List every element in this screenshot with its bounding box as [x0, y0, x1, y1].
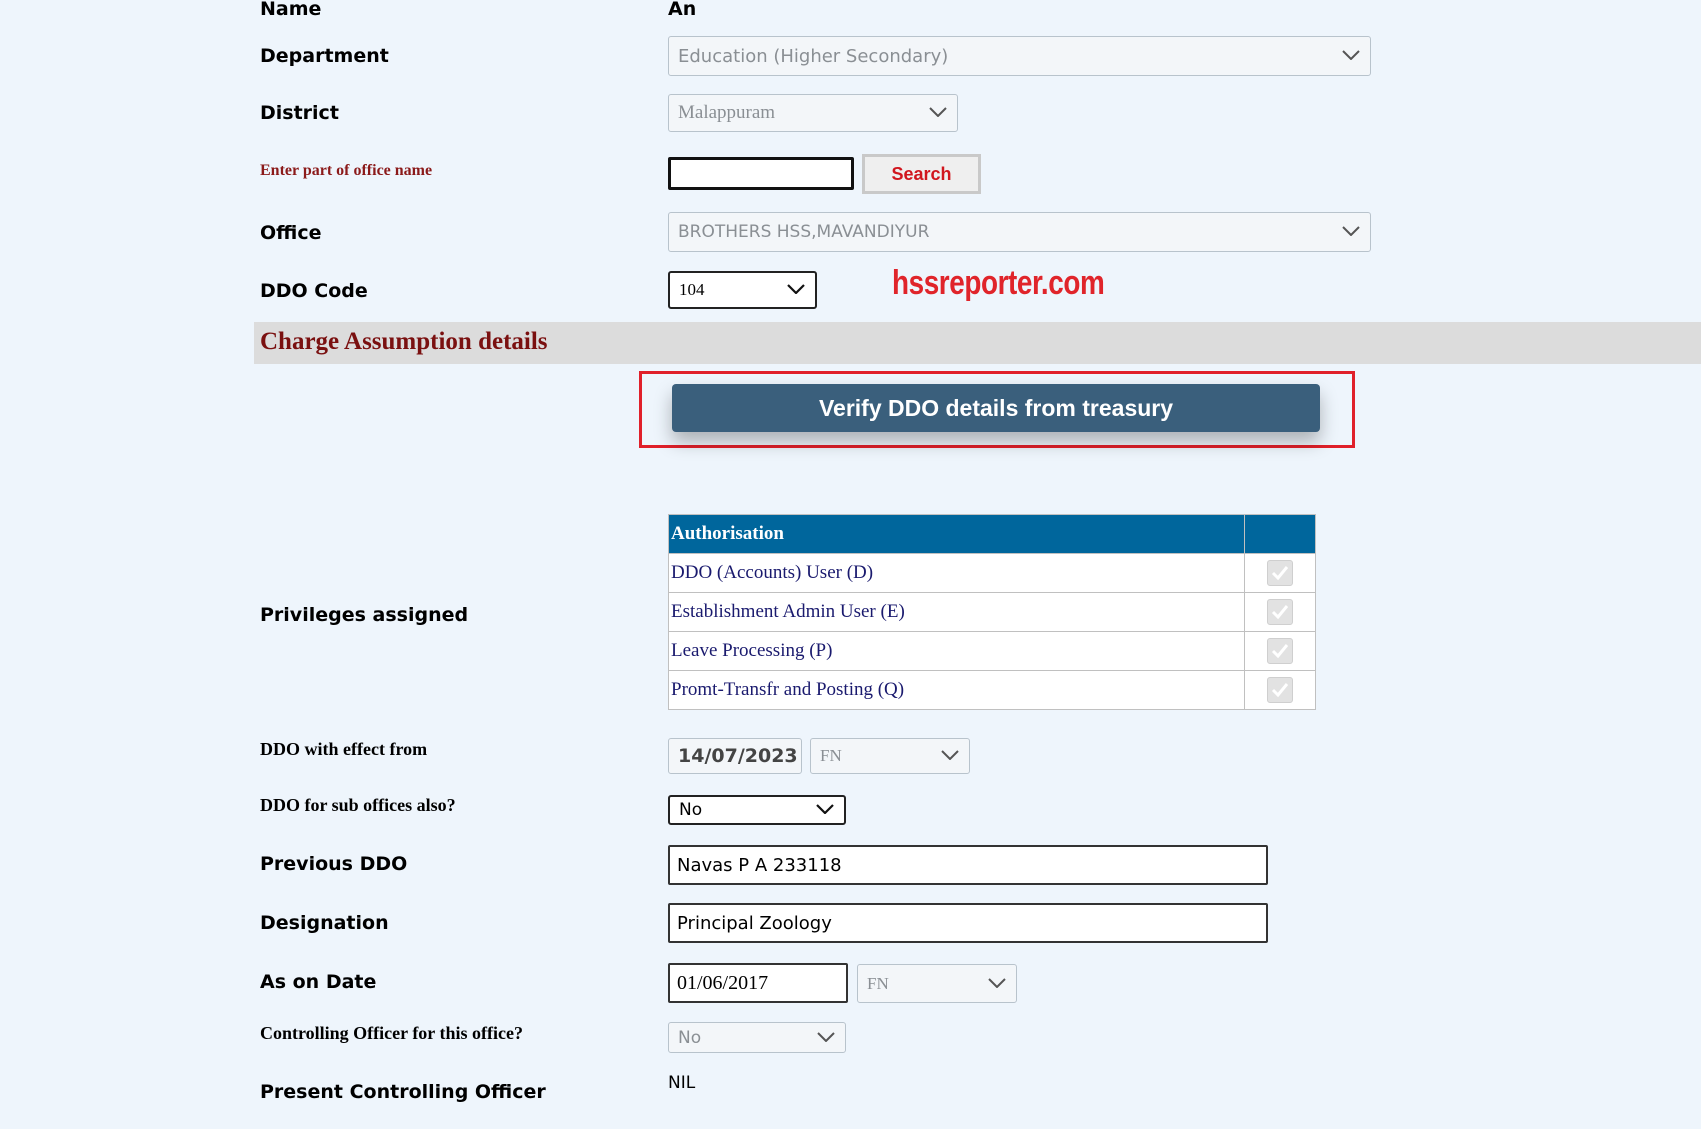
privilege-checkbox[interactable]: [1267, 677, 1293, 703]
controlling-officer-label: Controlling Officer for this office?: [260, 1023, 523, 1043]
table-row: [669, 671, 1316, 710]
checkbox-header: [1245, 515, 1316, 554]
effect-from-session-value: FN: [820, 746, 842, 765]
chevron-down-icon: [817, 1032, 835, 1042]
privilege-label: Leave Processing (P): [669, 632, 1245, 671]
search-button[interactable]: Search: [862, 154, 981, 194]
present-controlling-label: Present Controlling Officer: [260, 1081, 546, 1103]
department-select[interactable]: [668, 36, 1371, 76]
ddo-code-label: DDO Code: [260, 280, 368, 302]
office-value: BROTHERS HSS,MAVANDIYUR: [678, 222, 930, 242]
privilege-label: DDO (Accounts) User (D): [669, 554, 1245, 593]
table-row: [669, 593, 1316, 632]
effect-from-session-select[interactable]: [810, 738, 970, 774]
privilege-label: Establishment Admin User (E): [669, 593, 1245, 632]
privilege-checkbox[interactable]: [1267, 599, 1293, 625]
as-on-date-session-value: FN: [867, 973, 889, 993]
checkmark-icon: [1271, 604, 1289, 620]
chevron-down-icon: [941, 750, 959, 760]
as-on-date-session-select[interactable]: [857, 964, 1017, 1003]
chevron-down-icon: [988, 978, 1006, 988]
department-value: Education (Higher Secondary): [678, 45, 949, 67]
table-header-row: [669, 515, 1316, 554]
verify-ddo-button[interactable]: Verify DDO details from treasury: [672, 384, 1320, 432]
sub-offices-label: DDO for sub offices also?: [260, 795, 456, 815]
as-on-date-label: As on Date: [260, 971, 377, 993]
previous-ddo-label: Previous DDO: [260, 853, 408, 875]
department-label: Department: [260, 45, 389, 67]
privilege-checkbox[interactable]: [1267, 560, 1293, 586]
district-select[interactable]: [668, 94, 958, 132]
checkmark-icon: [1271, 682, 1289, 698]
section-header: [254, 322, 1701, 364]
chevron-down-icon: [787, 284, 805, 294]
authorisation-header: Authorisation: [669, 515, 1245, 554]
table-row: [669, 632, 1316, 671]
sub-offices-select[interactable]: [668, 795, 846, 825]
office-select[interactable]: [668, 212, 1371, 252]
effect-from-label: DDO with effect from: [260, 739, 428, 759]
section-title: Charge Assumption details: [260, 328, 548, 355]
name-label: Name: [260, 0, 322, 20]
as-on-date-input[interactable]: 01/06/2017: [668, 963, 848, 1003]
table-row: [669, 554, 1316, 593]
office-search-label: Enter part of office name: [260, 162, 433, 179]
controlling-officer-value: No: [678, 1027, 702, 1048]
privilege-label: Promt-Transfr and Posting (Q): [669, 671, 1245, 710]
name-value: An: [668, 0, 697, 20]
chevron-down-icon: [1342, 226, 1360, 236]
chevron-down-icon: [816, 804, 834, 814]
privileges-label: Privileges assigned: [260, 604, 469, 626]
chevron-down-icon: [1342, 50, 1360, 60]
district-value: Malappuram: [678, 102, 776, 123]
ddo-code-select[interactable]: [668, 271, 817, 309]
present-controlling-value: NIL: [668, 1073, 696, 1093]
chevron-down-icon: [929, 107, 947, 117]
controlling-officer-select[interactable]: [668, 1022, 846, 1053]
office-label: Office: [260, 222, 322, 244]
designation-input[interactable]: Principal Zoology: [668, 903, 1268, 943]
previous-ddo-input[interactable]: Navas P A 233118: [668, 845, 1268, 885]
checkmark-icon: [1271, 643, 1289, 659]
checkmark-icon: [1271, 565, 1289, 581]
district-label: District: [260, 102, 339, 124]
office-search-input[interactable]: [668, 157, 854, 190]
sub-offices-value: No: [679, 800, 703, 820]
effect-from-date-field[interactable]: 14/07/2023: [668, 738, 802, 774]
privilege-checkbox[interactable]: [1267, 638, 1293, 664]
authorisation-table: [668, 514, 1316, 710]
ddo-code-value: 104: [679, 280, 705, 299]
designation-label: Designation: [260, 912, 389, 934]
watermark-text: hssreporter.com: [892, 264, 1105, 302]
